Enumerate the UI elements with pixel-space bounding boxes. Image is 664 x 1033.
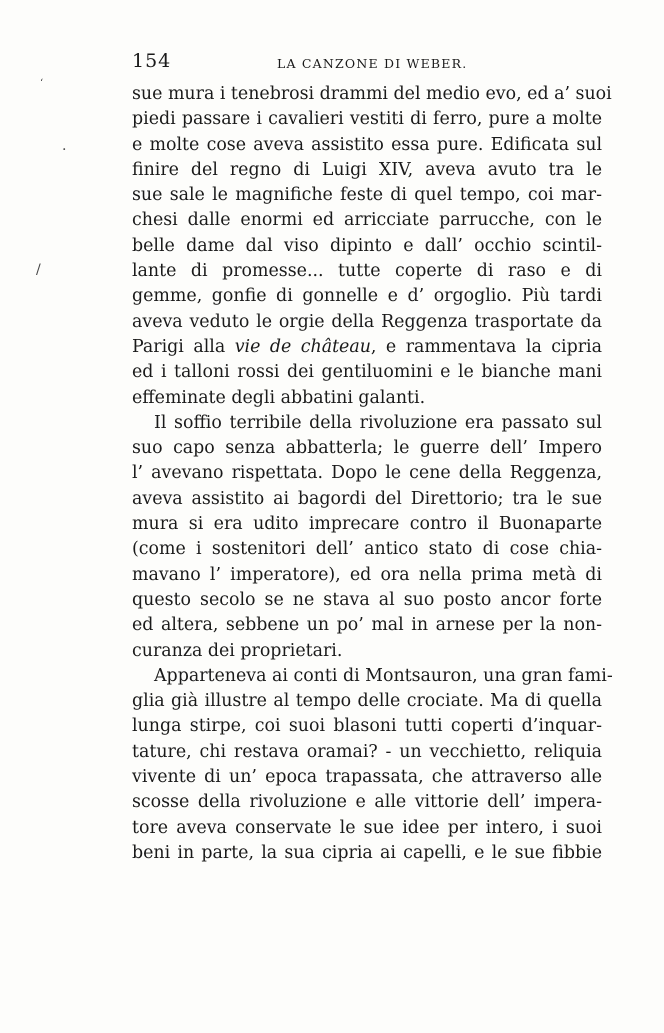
text-line: lante di promesse... tutte coperte di raso e di [132, 261, 602, 282]
paragraph [132, 82, 612, 411]
text-line: questo secolo se ne stava al suo posto ancor forte [132, 589, 602, 610]
text-line: (come i sostenitori dell’ antico stato di cose chia- [132, 539, 602, 560]
text-line: Il soffio terribile della rivoluzione era passato sul [154, 412, 602, 433]
text-line: glia già illustre al tempo delle crociate. Ma di quella [132, 691, 602, 712]
text-line: lunga stirpe, coi suoi blasoni tutti coperti d’inquar- [132, 716, 602, 737]
text-line: chesi dalle enormi ed arricciate parrucche, con le [132, 210, 602, 231]
text-line: e molte cose aveva assistito essa pure. Edificata sul [132, 134, 602, 155]
text-line: curanza dei proprietari. [132, 640, 343, 661]
paragraph [132, 664, 613, 866]
italic-phrase: vie de château [234, 336, 371, 357]
text-segment: Parigi alla [132, 336, 235, 357]
text-line: tature, chi restava oramai? - un vecchietto, reliquia [132, 741, 602, 762]
text-line: suo capo senza abbatterla; le guerre dell’ Impero [132, 438, 602, 459]
text-line: aveva assistito ai bagordi del Direttorio; tra le sue [132, 488, 602, 509]
page-number: 154 [132, 50, 172, 72]
text-line: sue mura i tenebrosi drammi del medio evo, ed a’ suoi [132, 84, 612, 104]
margin-mark: . [62, 138, 67, 154]
body-text [132, 82, 613, 866]
text-line: ed altera, sebbene un po’ mal in arnese per la non- [132, 615, 602, 636]
text-line: gemme, gonfie di gonnelle e d’ orgoglio. Più tardi [132, 286, 602, 307]
text-segment: , e rammentava la cipria [370, 336, 602, 357]
text-line: vivente di un’ epoca trapassata, che attraverso alle [132, 767, 602, 788]
paragraph [132, 411, 602, 664]
text-line: Apparteneva ai conti di Montsauron, una gran fami- [154, 665, 613, 686]
text-line: effeminate degli abbatini galanti. [132, 387, 426, 408]
text-line: belle dame dal viso dipinto e dall’ occhio scintil- [132, 235, 602, 256]
text-line [132, 335, 602, 360]
text-line: piedi passare i cavalieri vestiti di ferro, pure a molte [132, 109, 602, 130]
margin-mark: / [36, 262, 41, 278]
text-line: ed i talloni rossi dei gentiluomini e le bianche mani [132, 362, 602, 383]
running-title: LA CANZONE DI WEBER. [277, 56, 468, 71]
text-line: tore aveva conservate le sue idee per intero, i suoi [132, 817, 602, 838]
text-line: mavano l’ imperatore), ed ora nella prima metà di [132, 564, 602, 585]
text-line: l’ avevano rispettata. Dopo le cene della Reggenza, [132, 463, 602, 484]
text-line: scosse della rivoluzione e alle vittorie dell’ impera- [132, 792, 602, 813]
text-line: aveva veduto le orgie della Reggenza trasportate da [132, 311, 602, 332]
text-line: mura si era udito imprecare contro il Buonaparte [132, 514, 602, 535]
text-line: sue sale le magnifiche feste di quel tempo, coi mar- [132, 185, 602, 206]
margin-mark: ‘ [40, 78, 44, 89]
page-header [132, 50, 602, 72]
text-line: finire del regno di Luigi XIV, aveva avuto tra le [132, 159, 602, 180]
text-line: beni in parte, la sua cipria ai capelli, e le sue fibbie [132, 842, 602, 863]
